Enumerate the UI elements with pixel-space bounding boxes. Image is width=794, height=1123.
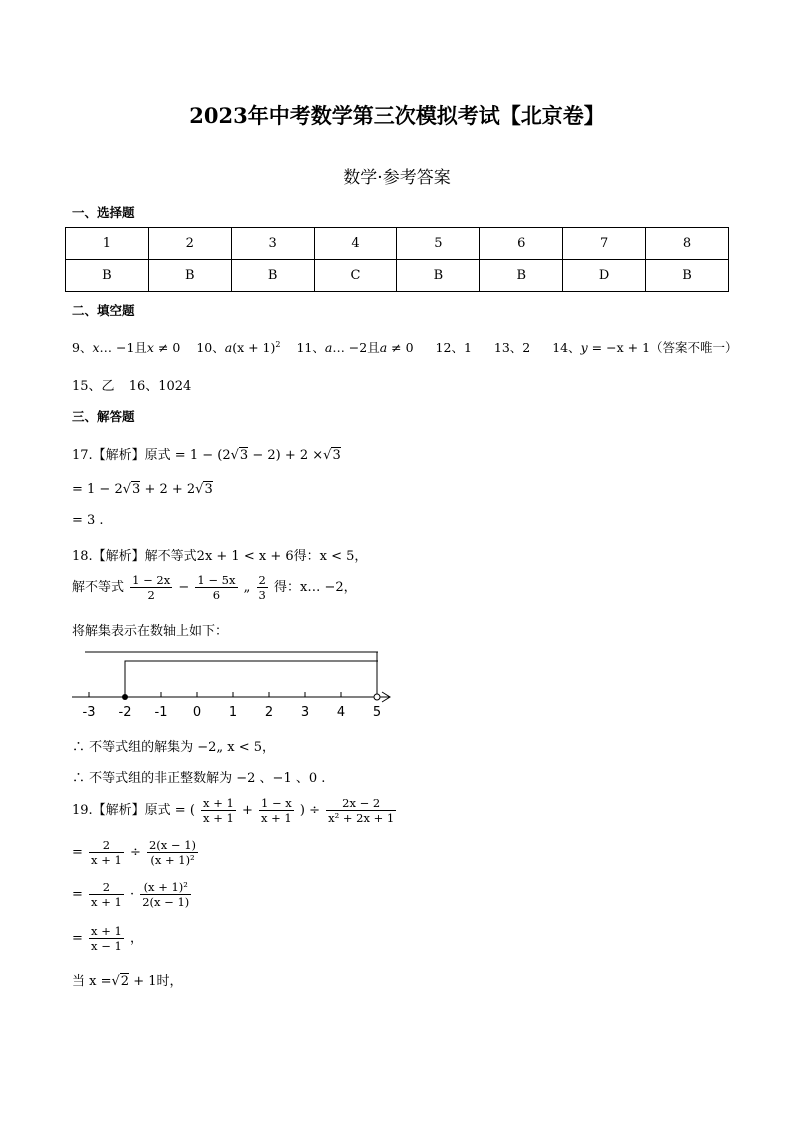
q19-line-1: 19.【解析】原式 = ( $\frac{x + 1}{x + 1}$ + $\frac{1 - x}{x + 1}$ ) ÷ $\frac{2x - 2}{\text{x² + 2x + 1}}$ [72, 796, 395, 825]
section-choice-heading: 一、选择题 [72, 205, 135, 220]
fraction: $\frac{2}{3}$ [258, 573, 266, 602]
table-cell: 1 [66, 228, 149, 260]
table-cell: 4 [314, 228, 397, 260]
table-row-numbers [66, 228, 729, 260]
q18-line-4: ∴ 不等式组的解集为 −2„ x < 5， [72, 740, 276, 755]
fraction: $\frac{x + 1}{x - 1}$ [91, 924, 122, 953]
table-cell: B [397, 260, 480, 292]
answer-q12: 12、1 [435, 340, 472, 355]
axis-label: 5 [372, 705, 382, 720]
table-cell: 2 [148, 228, 231, 260]
q19-line-4: = $\frac{x + 1}{x - 1}$ ， [72, 924, 143, 953]
table-cell: 3 [231, 228, 314, 260]
q17-line-2: = 1 − 2√3 + 2 + 2√3 [72, 482, 213, 497]
fraction: $\frac{x + 1}{x + 1}$ [203, 796, 234, 825]
table-cell: B [480, 260, 563, 292]
table-cell: 5 [397, 228, 480, 260]
closed-dot [122, 694, 128, 700]
table-cell: C [314, 260, 397, 292]
q18-line-5: ∴ 不等式组的非正整数解为 −2 、−1 、0 . [72, 771, 326, 786]
axis-label: -2 [118, 705, 132, 720]
answer-q10: 10、$a(x + 1)^2$ [196, 339, 281, 355]
axis-label: -1 [154, 705, 168, 720]
page-subtitle: 数学·参考答案 [343, 168, 451, 188]
q19-line-5: 当 x =√2 + 1时， [72, 974, 183, 989]
fraction: $\frac{2(x - 1)}{\text{(x + 1)²}}$ [148, 838, 197, 867]
answer-q14: 14、y = −x + 1（答案不唯一） [552, 340, 738, 355]
axis-label: -3 [82, 705, 96, 720]
number-line-figure [70, 645, 400, 720]
section-solve-heading: 三、解答题 [72, 409, 135, 424]
table-cell: B [148, 260, 231, 292]
axis-label: 4 [336, 705, 346, 720]
q18-line-3: 将解集表示在数轴上如下： [72, 624, 229, 639]
fraction: $\frac{2x - 2}{\text{x² + 2x + 1}}$ [328, 796, 395, 825]
axis-label: 2 [264, 705, 274, 720]
answer-q15: 15、乙 [72, 379, 115, 394]
q18-line-1: 18.【解析】解不等式2x + 1 < x + 6得：x < 5， [72, 549, 368, 564]
answer-q11: 11、a… −2且a ≠ 0 [296, 340, 414, 355]
table-cell: D [563, 260, 646, 292]
table-cell: B [66, 260, 149, 292]
fill-answers-line-2 [72, 375, 191, 394]
answer-q13: 13、2 [493, 340, 531, 355]
q19-line-3: = $\frac{2}{x + 1}$ · $\frac{\text{(x + 1)²}}{2(x - 1)}$ [72, 880, 190, 909]
open-dot [374, 694, 380, 700]
choice-answer-table [65, 227, 729, 292]
table-cell: B [646, 260, 729, 292]
answer-q16: 16、1024 [128, 379, 192, 394]
table-row-answers [66, 260, 729, 292]
q17-line-3: = 3 . [72, 513, 104, 528]
answer-q9: 9、x… −1且x ≠ 0 [72, 340, 181, 355]
fraction: $\frac{1 - 2x}{2}$ [132, 573, 171, 602]
fraction: $\frac{\text{(x + 1)²}}{2(x - 1)}$ [142, 880, 190, 909]
axis-label: 1 [228, 705, 238, 720]
table-cell: B [231, 260, 314, 292]
fraction: $\frac{2}{x + 1}$ [91, 838, 122, 867]
page-title: 2023年中考数学第三次模拟考试【北京卷】 [189, 103, 605, 128]
q17-line-1: 17.【解析】原式 = 1 − (2√3 − 2) + 2 ×√3 [72, 448, 341, 463]
fill-answers-line-1 [72, 338, 738, 356]
axis-label: 3 [300, 705, 310, 720]
section-fill-heading: 二、填空题 [72, 303, 135, 318]
axis-label: 0 [192, 705, 202, 720]
q18-line-2: 解不等式 $\frac{1 - 2x}{2}$ − $\frac{1 - 5x}{6}$ „ $\frac{2}{3}$ 得：x… −2， [72, 573, 357, 602]
table-cell: 7 [563, 228, 646, 260]
solution-bracket-lower [125, 661, 378, 697]
q19-line-2: = $\frac{2}{x + 1}$ ÷ $\frac{2(x - 1)}{\text{(x + 1)²}}$ [72, 838, 197, 867]
fraction: $\frac{1 - 5x}{6}$ [197, 573, 236, 602]
table-cell: 8 [646, 228, 729, 260]
fraction: $\frac{1 - x}{x + 1}$ [260, 796, 292, 825]
fraction: $\frac{2}{x + 1}$ [91, 880, 122, 909]
table-cell: 6 [480, 228, 563, 260]
